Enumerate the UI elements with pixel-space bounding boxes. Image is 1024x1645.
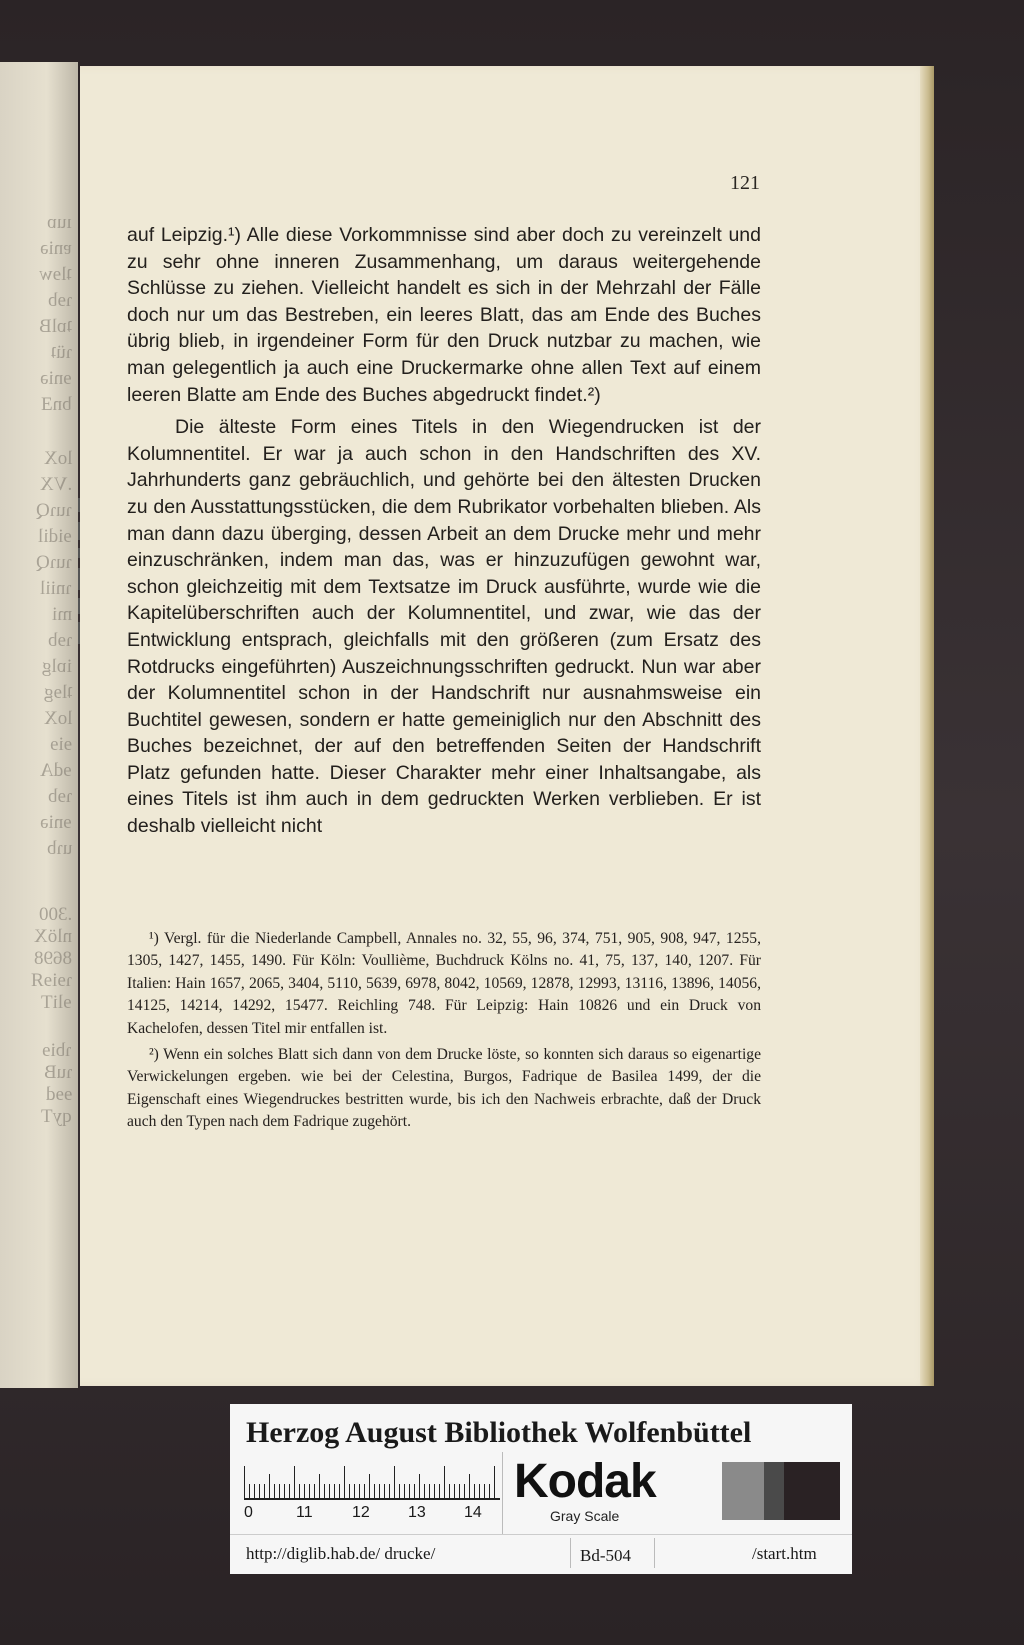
ruler-tick xyxy=(374,1484,375,1498)
ghost-text: uɿb xyxy=(46,838,72,859)
card-divider xyxy=(570,1538,571,1568)
ruler-tick xyxy=(314,1484,315,1498)
ruler-tick xyxy=(269,1474,270,1498)
ruler-tick xyxy=(274,1484,275,1498)
ghost-text: ɿɘb xyxy=(47,290,72,311)
ruler-tick xyxy=(359,1484,360,1498)
ruler-tick xyxy=(329,1484,330,1498)
ruler-tick xyxy=(464,1484,465,1498)
ruler-tick xyxy=(334,1484,335,1498)
ghost-text: ɘniə xyxy=(40,368,72,389)
ruler-numbers xyxy=(244,1504,504,1524)
ruler-tick xyxy=(459,1484,460,1498)
ruler-tick xyxy=(469,1474,470,1498)
card-divider xyxy=(502,1452,503,1534)
ruler-tick xyxy=(369,1474,370,1498)
ruler-number: 14 xyxy=(464,1504,482,1521)
ruler-tick xyxy=(404,1484,405,1498)
ghost-text: qyT xyxy=(41,1106,72,1127)
binding-marks xyxy=(78,498,82,648)
ruler-tick xyxy=(449,1484,450,1498)
ruler-tick xyxy=(319,1474,320,1498)
ghost-text: loX xyxy=(43,448,72,469)
ruler-tick xyxy=(389,1484,390,1498)
card-divider xyxy=(654,1538,655,1568)
ruler-tick xyxy=(474,1484,475,1498)
gray-patch xyxy=(784,1462,840,1520)
ghost-text: ɘidil xyxy=(38,526,72,547)
ghost-text: ɐniə xyxy=(40,238,72,259)
ruler-number: 11 xyxy=(296,1504,313,1521)
gray-patch xyxy=(722,1462,764,1520)
ruler-tick xyxy=(454,1484,455,1498)
ghost-text: ʇlɘw xyxy=(39,264,72,285)
ruler-tick xyxy=(484,1484,485,1498)
footnote: ¹) Vergl. für die Niederlande Campbell, Annales no. 32, 55, 96, 374, 751, 905, 908, 947, 1255, 1305, 1427, 1455, 1490. Für Köln: Voullième, Buchdruck Kölns no. 41, 75, 137, 140, 1207. Für Italien: Hain 1657, 2065, 3404, 5110, 5639, 6978, 8042, 10569, 12878, 12993, 13116, 13896, 14056, 14125, 14214, 14292, 15477. Reichling 748. Für Leipzig: Hain 10826 und ein Druck von Kachelofen, dessen Titel mir entfallen ist. xyxy=(127,930,761,1037)
kodak-logo: Kodak xyxy=(514,1455,656,1508)
ruler-tick xyxy=(244,1466,245,1498)
ruler-tick xyxy=(349,1484,350,1498)
ghost-text: loX xyxy=(43,708,72,729)
ruler-tick xyxy=(379,1484,380,1498)
ruler-tick xyxy=(479,1484,480,1498)
ruler-tick xyxy=(299,1484,300,1498)
ruler-tick xyxy=(279,1484,280,1498)
library-color-card xyxy=(230,1404,852,1574)
ruler-tick xyxy=(254,1484,255,1498)
ghost-text: ɿuB xyxy=(43,1062,72,1083)
ruler-tick xyxy=(424,1484,425,1498)
gray-patch xyxy=(764,1462,784,1520)
ruler-tick xyxy=(409,1484,410,1498)
ruler-tick xyxy=(354,1484,355,1498)
ruler-tick xyxy=(364,1484,365,1498)
ruler-tick xyxy=(249,1484,250,1498)
institution-name: Herzog August Bibliothek Wolfenbüttel xyxy=(246,1416,752,1449)
ruler-tick xyxy=(489,1484,490,1498)
ghost-text: ɿbiɘ xyxy=(42,1040,72,1061)
ghost-text: ɘliT xyxy=(41,992,72,1013)
ruler-tick xyxy=(344,1466,345,1498)
ruler-number: 0 xyxy=(244,1504,253,1521)
ghost-text: ʇɒlB xyxy=(38,316,72,337)
url-base: http://diglib.hab.de/ drucke/ xyxy=(246,1544,436,1563)
footnote: ²) Wenn ein solches Blatt sich dann von dem Drucke löste, so konnten sich daraus so eigenartige Verwickelungen ergeben. wie bei der Celestina, Burgos, Fadrique de Basilea 1499, der die Eigenschaft eines Wiegendruckes bestritten wurde, bis ich den Nachweis erbrachte, daß der Druck auch den Typen nach dem Fadrique zugehört. xyxy=(127,1046,761,1131)
ghost-text: bnƎ xyxy=(41,394,72,415)
ruler-tick xyxy=(444,1466,445,1498)
ghost-text: ɿuɿQ xyxy=(36,500,72,521)
ghost-text: .300 xyxy=(38,904,72,925)
ghost-text: ɿuɿQ xyxy=(36,552,72,573)
ghost-text: .VX xyxy=(39,474,72,495)
ruler-tick xyxy=(414,1484,415,1498)
ghost-text: ɿniil xyxy=(40,578,72,599)
ruler-tick xyxy=(289,1484,290,1498)
ghost-text: ɘniə xyxy=(40,812,72,833)
ruler-number: 13 xyxy=(408,1504,426,1521)
gray-scale-label: Gray Scale xyxy=(550,1508,620,1524)
ruler-tick xyxy=(394,1466,395,1498)
ghost-text: ɿɘb xyxy=(47,786,72,807)
ruler-tick xyxy=(339,1484,340,1498)
ghost-text: iɒlg xyxy=(42,656,72,677)
paragraph: auf Leipzig.¹) Alle diese Vorkommnisse sind aber doch zu vereinzelt und zu sehr ohne inneren Zusammenhang, um daraus weitergehende Schlüsse zu ziehen. Vielleicht handelt es sich in der Mehrzahl der Fälle doch nur um das Bestreben, ein leeres Blatt, das am Ende des Buches übrig blieb, in irgendeiner Form für den Druck nutzbar zu machen, wie man gelegentlich ja auch eine Druckermarke ohne allen Text auf einem leeren Blatte am Ende des Buches abgedruckt findet.²) xyxy=(127,224,761,406)
scale-ruler xyxy=(244,1464,500,1500)
page-number: 121 xyxy=(730,172,760,194)
ruler-tick xyxy=(419,1474,420,1498)
ruler-tick xyxy=(264,1484,265,1498)
main-text xyxy=(127,222,761,840)
ruler-tick xyxy=(304,1484,305,1498)
shelfmark: Bd-504 xyxy=(580,1546,631,1565)
footnotes xyxy=(127,928,761,1134)
ruler-tick xyxy=(434,1484,435,1498)
ruler-tick xyxy=(259,1484,260,1498)
ghost-text: ɘɘd xyxy=(45,1084,72,1105)
ruler-number: 12 xyxy=(352,1504,370,1521)
ruler-tick xyxy=(294,1466,295,1498)
ghost-text: 8698 xyxy=(34,948,72,969)
ruler-tick xyxy=(399,1484,400,1498)
ghost-text: nlöX xyxy=(34,926,72,947)
ruler-tick xyxy=(494,1466,495,1498)
ghost-text: ɘiɘ xyxy=(49,734,72,755)
ruler-tick xyxy=(439,1484,440,1498)
ruler-tick xyxy=(384,1484,385,1498)
paragraph: Die älteste Form eines Titels in den Wiegendrucken ist der Kolumnentitel. Er war ja auch schon in den Handschriften des XV. Jahrhunderts ganz gebräuchlich, und gehörte bei den ältesten Drucken zu den Ausstattungsstücken, die dem Rubrikator vorbehalten blieben. Als man dann dazu überging, dessen Arbeit an dem Drucke mehr und mehr einzuschränken, indem man das, was er hinzuzufügen gewohnt war, schon gleichzeitig mit dem Textsatze im Druck ausführte, wurde wie die Kapitelüberschriften auch der Kolumnentitel, und zwar, wie das der Entwicklung entsprach, gleichfalls mit den größeren (zum Ersatz des Rotdrucks eingeführten) Auszeichnungsschriften gedruckt. Nun war aber der Kolumnentitel schon in der Handschrift nur ausnahmsweise ein Buchtitel gewesen, sondern er hatte gemeiniglich nur den Abschnitt des Buches bezeichnet, der auf den betreffenden Seiten der Handschrift Platz gefunden hatte. Dieser Charakter mehr einer Inhaltsangabe, als eines Titels ist ihm auch in dem gedruckten Werken verblieben. Er ist deshalb vielleicht nicht xyxy=(127,416,761,838)
url-end: /start.htm xyxy=(752,1544,817,1563)
ghost-text: ʇlɘg xyxy=(43,682,72,703)
ghost-text: ɘdA xyxy=(40,760,72,781)
ghost-text: ɿɘb xyxy=(47,630,72,651)
page-fore-edge xyxy=(920,66,934,1386)
ruler-tick xyxy=(324,1484,325,1498)
ghost-text: ɿɘiɘЯ xyxy=(30,970,72,991)
ruler-tick xyxy=(309,1484,310,1498)
left-page-edge xyxy=(0,62,78,1388)
card-divider xyxy=(230,1534,852,1535)
ruler-tick xyxy=(284,1484,285,1498)
ghost-text: mi xyxy=(51,604,72,625)
ruler-tick xyxy=(429,1484,430,1498)
ghost-text: ɿüʇ xyxy=(50,342,72,363)
ghost-text: ıuɒ xyxy=(47,212,72,233)
